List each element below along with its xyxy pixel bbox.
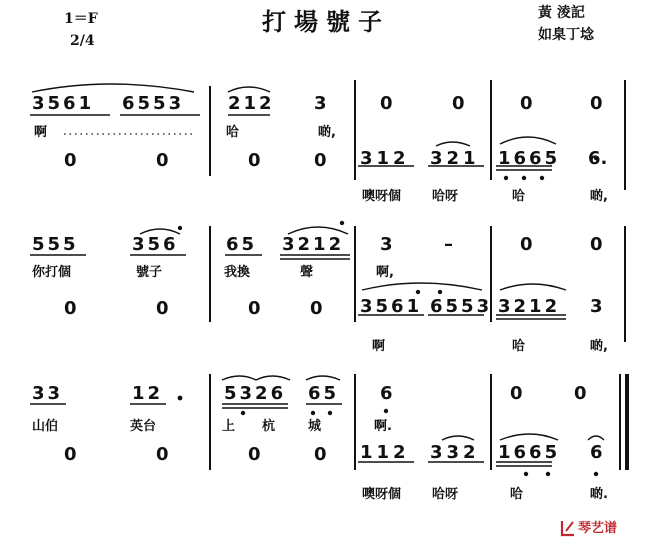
key-signature: 1＝F (64, 11, 98, 27)
lyric: 啲, (318, 125, 336, 140)
note-group: 0 (452, 93, 465, 114)
lyric: 啊 (34, 125, 48, 140)
note-group: 6553 (122, 93, 185, 114)
note-group: 3 (314, 93, 327, 114)
note-group: 321 (430, 148, 480, 169)
note-group: 0 (590, 234, 603, 255)
lyric: 哈 (226, 125, 240, 140)
note-group: 3212 (498, 296, 561, 317)
note-group: 0 (64, 444, 77, 465)
note-group: 0 (314, 444, 327, 465)
note-group: 0 (248, 298, 261, 319)
note-group: 3212 (282, 234, 345, 255)
note-group: 0 (64, 298, 77, 319)
lyric: 啲, (590, 339, 608, 354)
lyric: 啲, (590, 189, 608, 204)
note-group: 212 (228, 93, 275, 114)
note-group: 1665 (498, 442, 561, 463)
lyric: 啲. (590, 487, 608, 502)
note-group: 0 (314, 150, 327, 171)
piano-logo-icon (560, 519, 576, 537)
note-group: 65 (308, 383, 340, 404)
lyric: 英台 (130, 419, 157, 434)
note-group: 0 (520, 93, 533, 114)
lyric: 山伯 (32, 419, 59, 434)
lyric: 上 (222, 419, 236, 434)
lyric: 啊. (374, 419, 392, 434)
note-group: 0 (156, 444, 169, 465)
lyric: 哈 (512, 339, 526, 354)
lyric: 啊, (376, 265, 394, 280)
note-group: 312 (360, 148, 410, 169)
note-group: 0 (380, 93, 393, 114)
lyric: 哈呀 (432, 189, 459, 204)
lyric: 聲 (300, 265, 314, 280)
lyric: 哈呀 (432, 487, 459, 502)
note-group: 3 (590, 296, 603, 317)
lyric: 噢呀個 (362, 487, 402, 502)
time-signature: 2/4 (70, 33, 95, 49)
note-group: 33 (32, 383, 64, 404)
note-group: 0 (248, 444, 261, 465)
lyric: 噢呀個 (362, 189, 402, 204)
note-group: 6553 (430, 296, 493, 317)
credit-line-1: 黃 淩記 (538, 5, 585, 21)
note-group: 5326 (224, 383, 287, 404)
note-group: 0 (590, 93, 603, 114)
note-group: 3561 (360, 296, 423, 317)
note-group: 0 (248, 150, 261, 171)
note-group: 0 (64, 150, 77, 171)
note-group: 0 (156, 150, 169, 171)
watermark-text[interactable]: 琴艺谱 (578, 521, 618, 536)
note-group: 0 (156, 298, 169, 319)
note-group: 0 (520, 234, 533, 255)
lyric: 我換 (224, 265, 251, 280)
note-group: 3 (380, 234, 393, 255)
lyric: 啊 (372, 339, 386, 354)
note-group: 12 (132, 383, 164, 404)
note-group: 65 (226, 234, 258, 255)
note-group: 0 (574, 383, 587, 404)
lyric: 哈 (512, 189, 526, 204)
note-group: 332 (430, 442, 480, 463)
note-group: 6 (380, 383, 393, 404)
note-group: 356 (132, 234, 179, 255)
note-group: 555 (32, 234, 79, 255)
note-group: 1665 (498, 148, 561, 169)
note-group: 112 (360, 442, 410, 463)
credit-line-2: 如臬丁埝 (538, 27, 594, 43)
note-group: 0 (510, 383, 523, 404)
note-group: 3561 (32, 93, 95, 114)
note-group: – (444, 234, 453, 255)
lyric: 城 (308, 419, 322, 434)
note-group: 0 (310, 298, 323, 319)
lyric: 你打個 (32, 265, 72, 280)
lyric: 杭 (262, 419, 276, 434)
lyric: 哈 (510, 487, 524, 502)
lyric: 號子 (136, 265, 163, 280)
note-group: 6. (588, 148, 608, 169)
note-group: 6 (590, 442, 603, 463)
page-title: 打場號子 (262, 7, 390, 36)
